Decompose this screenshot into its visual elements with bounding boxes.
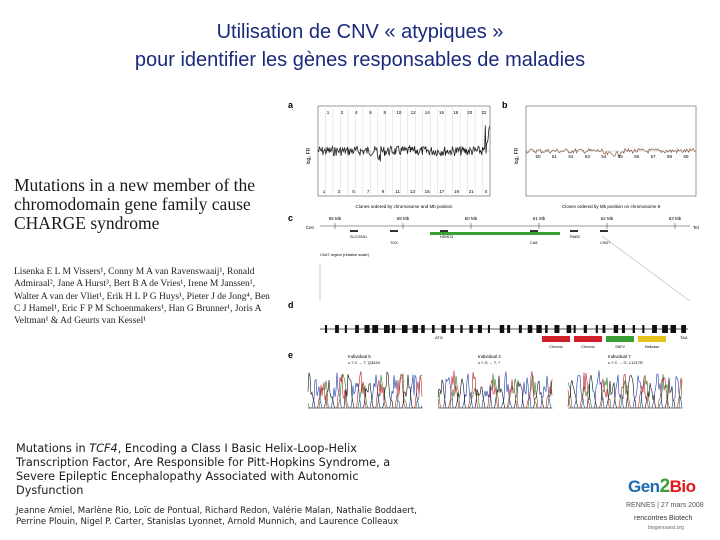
panel-c-gene-box <box>350 230 358 232</box>
logo-event: RENNES | 27 mars 2008 <box>626 502 704 509</box>
panel-d-exon <box>451 325 454 333</box>
panel-c-scale-label: 58 Mb <box>396 216 410 221</box>
panel-c-deletion-bar <box>430 232 560 235</box>
slide-title <box>0 18 720 74</box>
panel-a-top-tick: 12 <box>410 110 416 115</box>
panel-a-bottom-tick: 21 <box>468 189 474 194</box>
panel-c-scale <box>329 216 682 229</box>
panel-e-individual: Individual 5 <box>348 354 371 359</box>
panel-a-bottom-tick: 13 <box>409 189 415 194</box>
panel-d-domain-label: Helicase <box>644 345 660 349</box>
panel-d-exon <box>460 325 462 333</box>
paper1-authors: Lisenka E L M Vissers¹, Conny M A van Ravenswaaij¹, Ronald Admiraal², Jane A Hurst³, Bert B A de Vries¹, Irene M Janssen¹, Walter A van der Vliet¹, Erik H L P G Huys¹, Pieter J de Jong⁴, Ben C J Hamel¹, Eric F P M Schoenmakers¹, Han G Brunner¹, Joris A Veltman¹ & Ad Geurts van Kessel¹ <box>14 267 270 327</box>
panel-a-bottom-tick: 19 <box>454 189 460 194</box>
figure <box>280 96 700 426</box>
panel-b-tick: 56 <box>634 154 640 159</box>
panel-label-c: c <box>288 213 294 223</box>
panel-d-exon <box>602 325 605 333</box>
panel-c-scale-label: 55 Mb <box>328 216 342 221</box>
panel-a-xlabel: Clones ordered by chromosome and Mb position <box>355 204 453 209</box>
panel-a-top-tick: 4 <box>355 110 358 115</box>
panel-c-cen: Cen <box>305 225 314 230</box>
panel-c-gene-label: RAB2 <box>570 235 580 239</box>
panel-c-gene-box <box>440 230 448 232</box>
panel-label-a: a <box>288 100 294 110</box>
panel-b-tick: 50 <box>535 154 541 159</box>
panel-a-bottom-tick: 5 <box>352 189 355 194</box>
panel-d-exon <box>519 325 522 333</box>
panel-a-top-tick: 18 <box>453 110 459 115</box>
panel-d-exon <box>554 325 559 333</box>
panel-d-domain-label: Chromo <box>549 345 563 349</box>
panel-a-top-tick: 20 <box>467 110 473 115</box>
panel-d-exon <box>671 325 677 333</box>
paper2-title-gene: TCF4 <box>89 442 118 455</box>
paper2-title-start: Mutations in <box>16 442 90 455</box>
panel-b-xlabel: Clones ordered by Mb position on chromosome 8 <box>561 204 661 209</box>
panel-a-bottom-tick: 11 <box>395 189 400 194</box>
panel-d-exon <box>325 325 327 333</box>
panel-d-exon <box>421 325 425 333</box>
panel-d-exon <box>365 325 370 333</box>
panel-a-top-tick: 6 <box>369 110 372 115</box>
panel-b-tick: 55 <box>617 154 623 159</box>
panel-d-exon <box>392 325 395 333</box>
panel-a-top-tick: 2 <box>340 110 344 115</box>
panel-d-exon <box>442 325 446 333</box>
paper1-title: Mutations in a new member of the chromodomain gene family cause CHARGE syndrome <box>14 175 256 233</box>
panel-b-tick: 57 <box>650 154 656 159</box>
panel-a-bottom-tick: 17 <box>439 189 445 194</box>
panel-a-bottom-tick: X <box>484 189 488 194</box>
logo-bio: Bio <box>669 477 696 496</box>
panel-c-gene-box <box>600 230 608 232</box>
logo-two: 2 <box>659 476 670 497</box>
slide-title-line-1: Utilisation de CNV « atypiques » <box>216 21 504 43</box>
panel-e-mutation: c.? C → T, Q343X <box>348 360 381 365</box>
panel-d-exon <box>335 325 339 333</box>
panel-d-exon <box>584 325 587 333</box>
panel-a-bottom-tick: 1 <box>322 189 326 194</box>
panel-e-mutation: c.? G → T, ? <box>478 360 501 365</box>
panel-b-tick: 51 <box>551 154 557 159</box>
panel-a-bottom-tick: 3 <box>337 189 340 194</box>
panel-a-bottom-tick: 15 <box>424 189 430 194</box>
panel-d-exon <box>662 325 668 333</box>
gen2bio-logo <box>608 472 718 538</box>
panel-d-exon <box>384 325 390 333</box>
panel-c-gene-label: SLCO5A1 <box>350 235 368 239</box>
panel-a-top-tick: 14 <box>424 110 430 115</box>
paper2-authors: Jeanne Amiel, Marlène Rio, Loïc de Pontual, Richard Redon, Valérie Malan, Nathalie Boddaert, Perrine Plouin, Nigel P. Carter, Stanislas Lyonnet, Arnold Munnich, and Laurence Colleaux <box>16 506 417 527</box>
panel-d-exon <box>432 325 435 333</box>
panel-a-top-tick: 10 <box>396 110 402 115</box>
panel-d-domain-label: Chromo <box>581 345 595 349</box>
panel-d-exon <box>478 325 482 333</box>
panel-d-exon <box>355 325 359 333</box>
panel-d-exon <box>402 325 408 333</box>
panel-d-domain <box>542 336 570 342</box>
panel-a-bottom-tick: 7 <box>366 189 370 194</box>
panel-e-trace <box>568 372 682 408</box>
panel-c-scale-label: 63 Mb <box>668 216 682 221</box>
panel-b-tick: 54 <box>601 154 607 159</box>
panel-b-tick: 53 <box>584 154 590 159</box>
slide-title-line-2: pour identifier les gènes responsables de maladies <box>134 49 586 71</box>
panel-d-exon <box>345 325 347 333</box>
panel-e-mutation: c.? C → G, L1217R <box>608 360 643 365</box>
panel-d-exon <box>507 325 510 333</box>
panel-d-exon <box>567 325 572 333</box>
panel-d-exon <box>500 325 504 333</box>
panel-a-bottom-tick: 9 <box>381 189 385 194</box>
panel-d-domains <box>542 336 666 349</box>
panel-d-exon <box>488 325 490 333</box>
panel-c-gene-box <box>390 230 398 232</box>
panel-d-start: ATG <box>435 335 443 340</box>
logo-gen: Gen <box>628 477 660 496</box>
logo-org: rencontres Biotech <box>634 515 693 522</box>
panel-c-note: Chd7 region (relative scale) <box>320 252 369 257</box>
panel-d-exon <box>614 325 618 333</box>
panel-a-top-tick: 16 <box>438 110 444 115</box>
paper2-title <box>16 442 416 498</box>
panel-label-b: b <box>502 100 508 110</box>
panel-label-d: d <box>288 300 294 310</box>
panel-c-zoom-right <box>602 236 690 301</box>
panel-c-gene-label: CHD7 <box>600 241 611 245</box>
panel-c-scale-label: 60 Mb <box>464 216 478 221</box>
panel-b-tick: 58 <box>667 154 673 159</box>
panel-d-exon <box>545 325 548 333</box>
panel-c-gene-label: TOX <box>390 241 398 245</box>
panel-d-exon <box>596 325 598 333</box>
panel-d-domain <box>638 336 666 342</box>
panel-d-exon <box>652 325 657 333</box>
panel-c-scale-label: 61 Mb <box>532 216 546 221</box>
panel-d-exon <box>412 325 417 333</box>
panel-d-domain <box>574 336 602 342</box>
panel-c-gene-box <box>570 230 578 232</box>
panel-e-individual: Individual 7 <box>608 354 631 359</box>
panel-e-trace <box>438 371 552 409</box>
panel-a-ylabel: log₂ FR <box>306 147 312 165</box>
logo-site: biogenouest.org <box>648 525 684 531</box>
panel-d-exon <box>574 325 576 333</box>
panel-d-exon <box>681 325 686 333</box>
panel-c-scale-label: 62 Mb <box>600 216 614 221</box>
panel-e-chromatograms <box>308 354 683 408</box>
panel-d-domain <box>606 336 634 342</box>
panel-a-top-tick: 8 <box>383 110 386 115</box>
panel-c-gene-box <box>530 230 538 232</box>
panel-b-tick: 52 <box>568 154 574 159</box>
panel-label-e: e <box>288 350 294 360</box>
paper2-title-end: , Encoding a Class I Basic Helix-Loop-Helix Transcription Factor, Are Responsible for Pitt-Hopkins Syndrome, a Severe Epileptic Encephalopathy Associated with Autonomic Dysfunction <box>16 442 391 497</box>
panel-d-domain-label: SNF2 <box>615 345 625 349</box>
panel-b-tick: 59 <box>683 154 689 159</box>
panel-d-exon <box>528 325 533 333</box>
panel-c-gene-label: CA8 <box>530 241 538 245</box>
panel-d-exon <box>536 325 541 333</box>
panel-e-individual: Individual 2 <box>478 354 501 359</box>
panel-a-top-tick: 1 <box>326 110 330 115</box>
panel-d-exon <box>622 325 625 333</box>
panel-d-exon <box>469 325 473 333</box>
panel-a-top-tick: 22 <box>481 110 487 115</box>
panel-c-tel: Tel <box>693 225 699 230</box>
panel-d-exon <box>633 325 635 333</box>
panel-d-exon <box>642 325 644 333</box>
panel-d-end: TAA <box>680 335 688 340</box>
panel-d-exon <box>372 325 378 333</box>
panel-c-gene-label: HDHD3 <box>440 235 454 239</box>
panel-b-ylabel: log₂ FR <box>514 147 520 165</box>
